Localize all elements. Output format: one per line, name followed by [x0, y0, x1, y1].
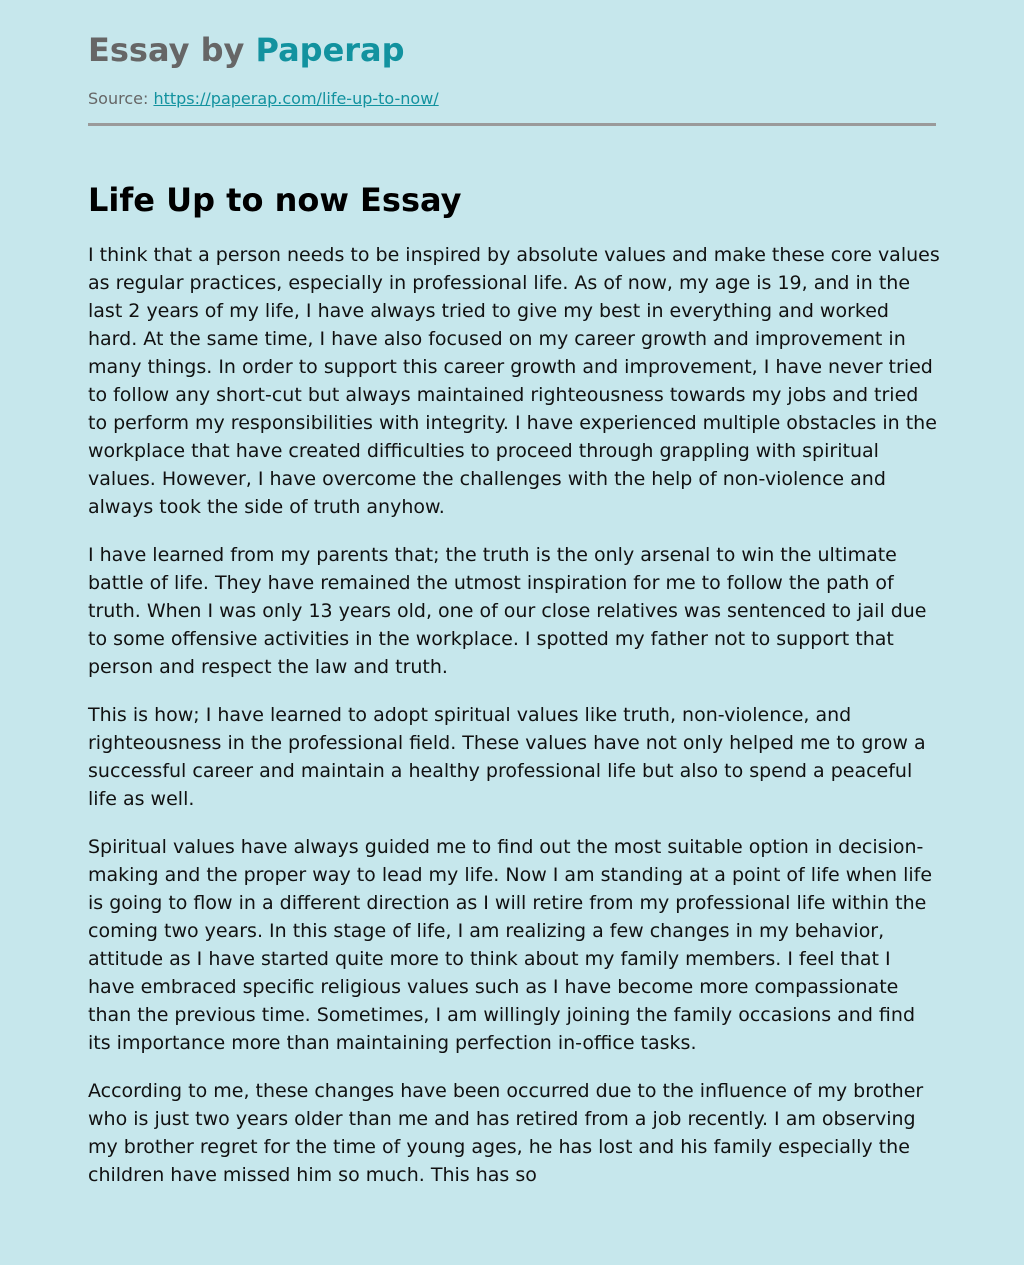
essay-body — [88, 241, 942, 1209]
brand-prefix: Essay by — [88, 31, 245, 69]
essay-paragraph-2: I have learned from my parents that; the truth is the only arsenal to win the ultimate battle of life. They have remained the utmost inspiration for me to follow the path of truth. When I was only 13 years old, one of our close relatives was sentenced to jail due to some offensive activities in the workplace. I spotted my father not to support that person and respect the law and truth. — [88, 544, 927, 678]
header-divider — [88, 123, 936, 126]
source-line — [88, 87, 439, 111]
brand-name[interactable]: Paperap — [255, 31, 405, 69]
site-brand — [88, 28, 405, 72]
source-label: Source: — [88, 89, 149, 108]
essay-paragraph-1: I think that a person needs to be inspired by absolute values and make these core values as regular practices, especially in professional life. As of now, my age is 19, and in the last 2 years of my life, I have always tried to give my best in everything and worked hard. At the same time, I have also focused on my career growth and improvement in many things. In order to support this career growth and improvement, I have never tried to follow any short-cut but always maintained righteousness towards my jobs and tried to perform my responsibilities with integrity. I have experienced multiple obstacles in the workplace that have created difficulties to proceed through grappling with spiritual values. However, I have overcome the challenges with the help of non-violence and always took the side of truth anyhow. — [88, 244, 940, 518]
essay-paragraph-5: According to me, these changes have been occurred due to the influence of my brother who is just two years older than me and has retired from a job recently. I am observing my brother regret for the time of young ages, he has lost and his family especially the children have missed him so much. This has so — [88, 1080, 924, 1186]
essay-paragraph-3: This is how; I have learned to adopt spiritual values like truth, non-violence, and righteousness in the professional field. These values have not only helped me to grow a successful career and maintain a healthy professional life but also to spend a peaceful life as well. — [88, 704, 926, 810]
source-link[interactable]: https://paperap.com/life-up-to-now/ — [153, 89, 439, 108]
essay-title: Life Up to now Essay — [88, 181, 462, 219]
essay-paragraph-4: Spiritual values have always guided me to find out the most suitable option in decision-making and the proper way to lead my life. Now I am standing at a point of life when life is going to flow in a different direction as I will retire from my professional life within the coming two years. In this stage of life, I am realizing a few changes in my behavior, attitude as I have started quite more to think about my family members. I feel that I have embraced specific religious values such as I have become more compassionate than the previous time. Sometimes, I am willingly joining the family occasions and find its importance more than maintaining perfection in-office tasks. — [88, 836, 933, 1054]
